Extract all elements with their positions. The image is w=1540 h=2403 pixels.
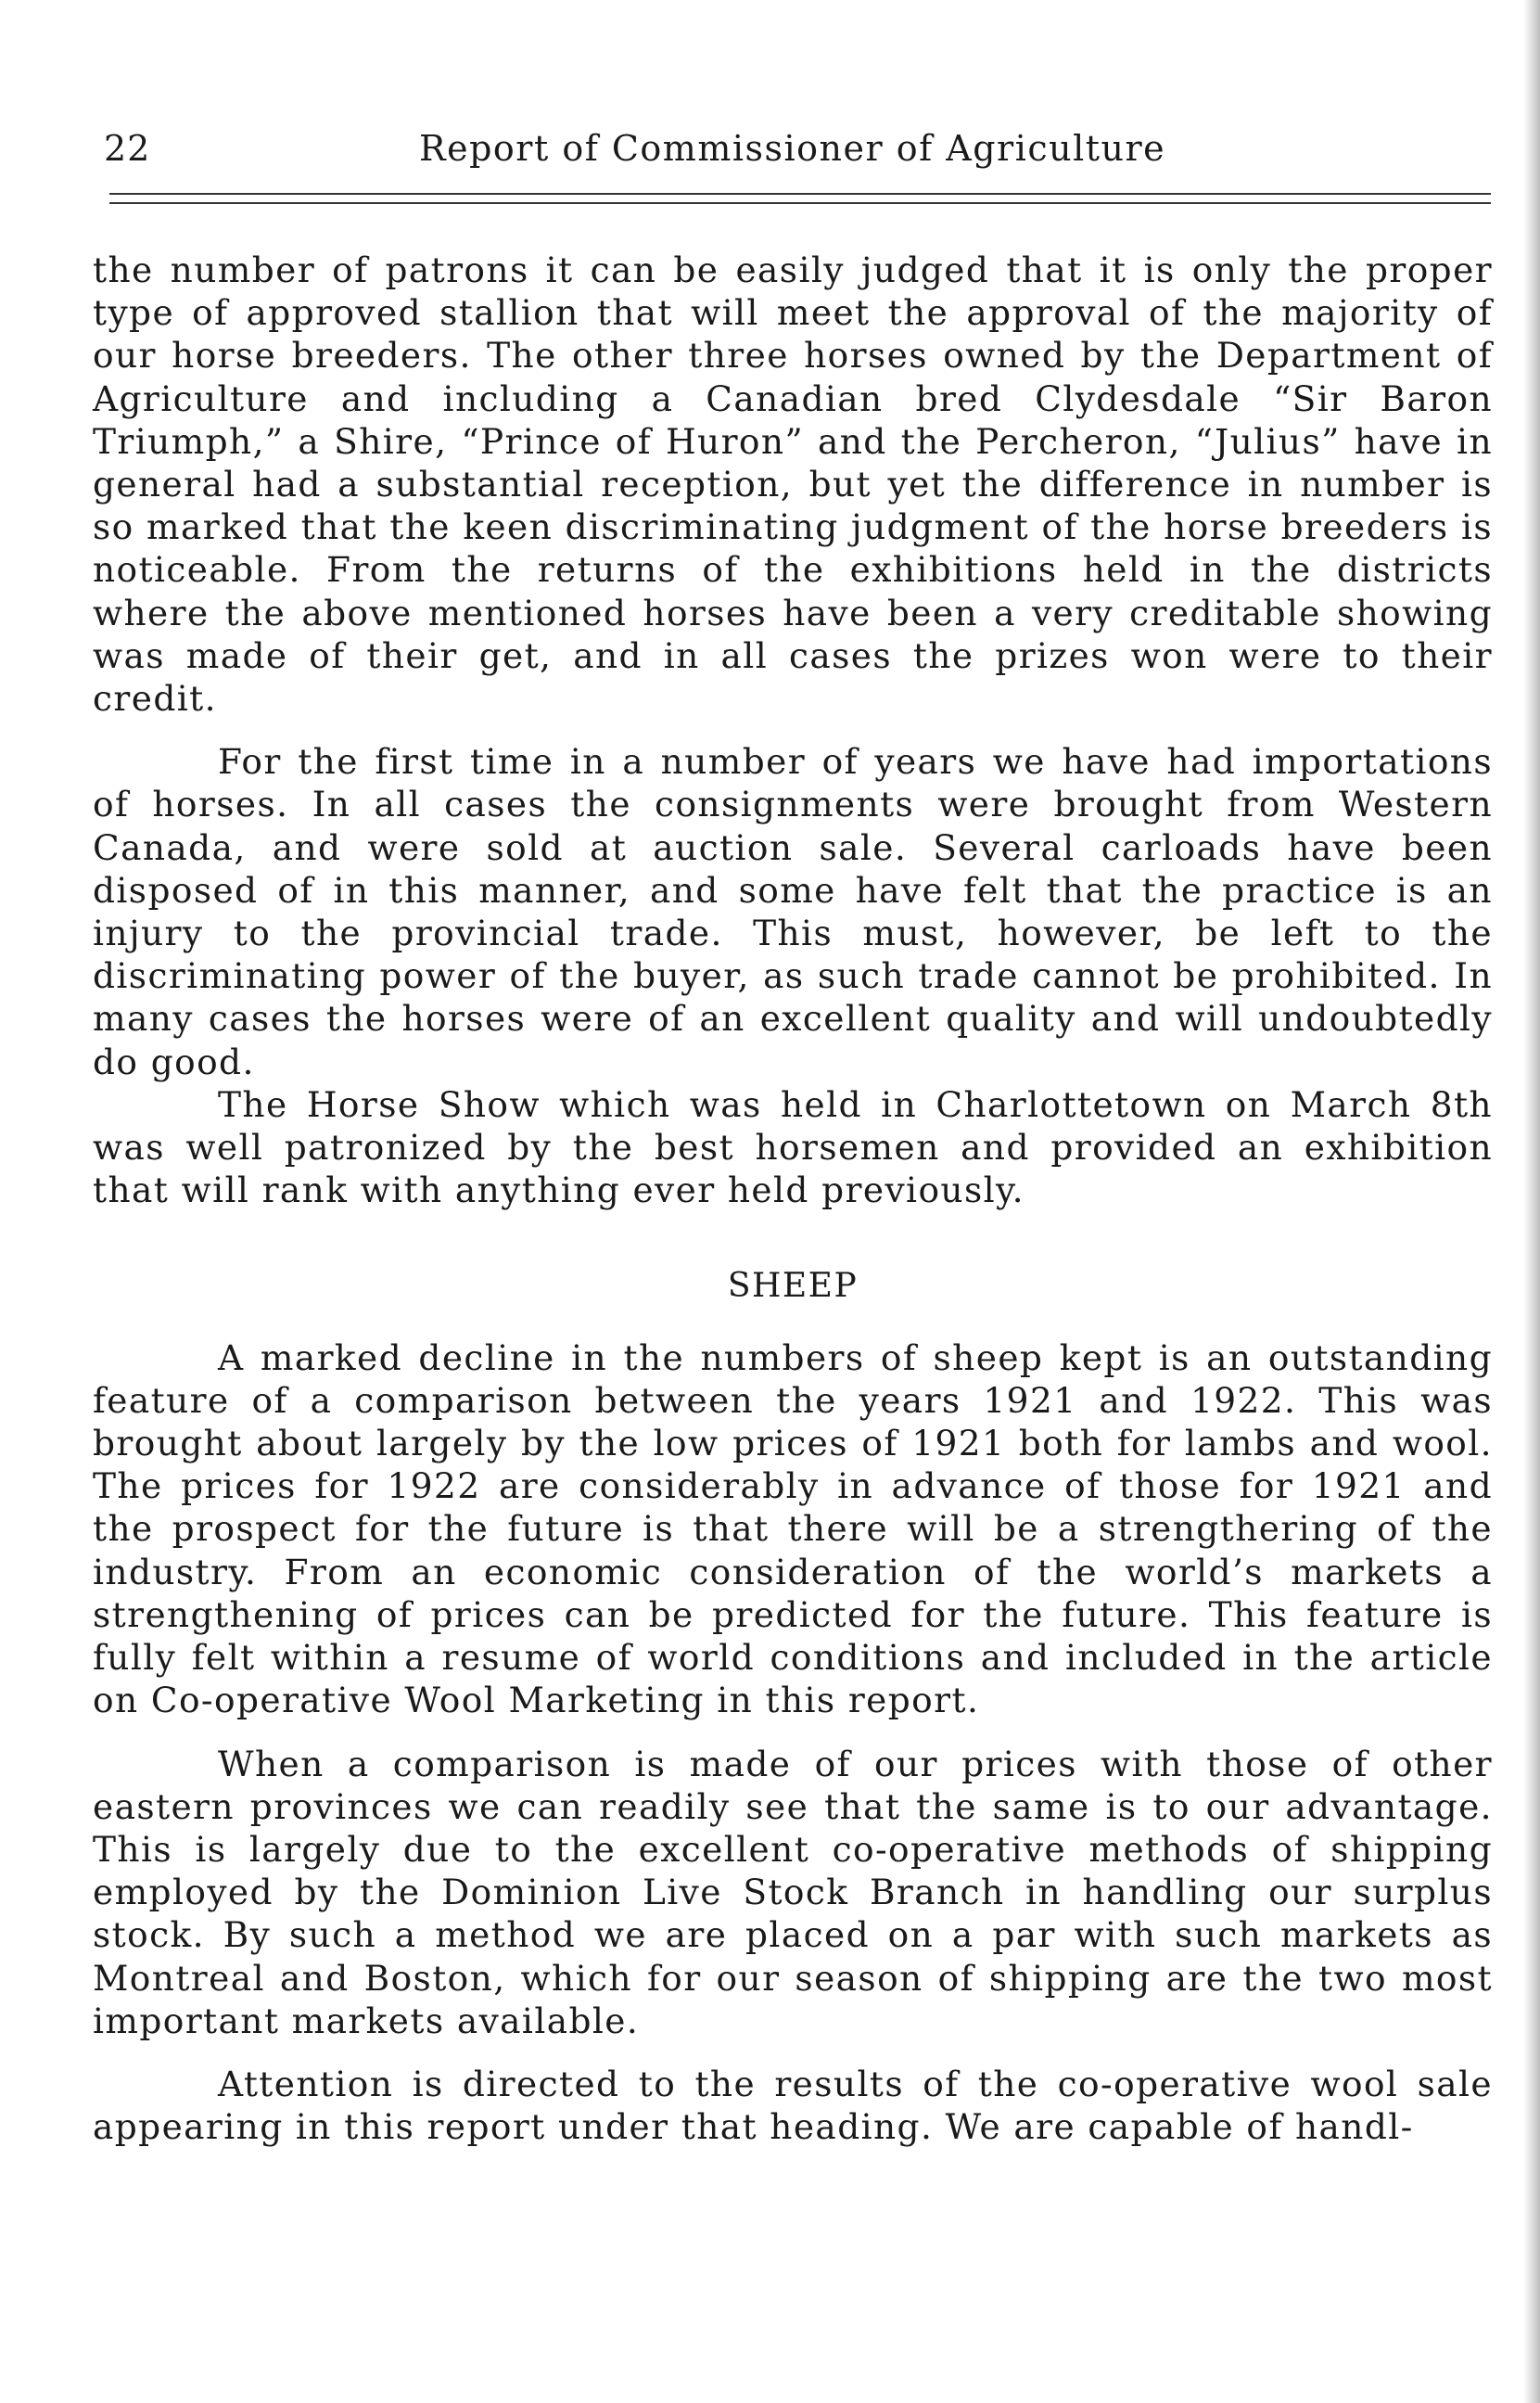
page-edge-shadow bbox=[1523, 0, 1540, 2403]
paragraph-sheep-prices: When a comparison is made of our prices with those of other eastern provinces we can readily see that the same is to our advantage. This is largely due to the excellent co-operative methods of shipping employed by the Dominion Live Stock Branch in handling our surplus stock. By such a method we are placed on a par with such markets as Montreal and Boston, which for our season of shipping are the two most important markets available. bbox=[93, 1743, 1493, 2041]
header-rule-bottom bbox=[109, 202, 1491, 204]
body-text bbox=[93, 249, 1493, 2148]
header-rule-top bbox=[109, 193, 1491, 195]
paragraph-wool-sale: Attention is directed to the results of the co-operative wool sale appearing in this report under that heading. We are capable of handl- bbox=[93, 2063, 1493, 2148]
paragraph-continued: the number of patrons it can be easily judged that it is only the proper type of approved stallion that will meet the approval of the majority of our horse breeders. The other three horses owned by the Department of Agriculture and including a Canadian bred Clydesdale “Sir Baron Triumph,” a Shire, “Prince of Huron” and the Percheron, “Julius” have in general had a substantial reception, but yet the difference in number is so marked that the keen discriminating judgment of the horse breeders is noticeable. From the returns of the exhibitions held in the districts where the above mentioned horses have been a very creditable showing was made of their get, and in all cases the prizes won were to their credit. bbox=[93, 249, 1493, 720]
section-heading-sheep: SHEEP bbox=[727, 1267, 859, 1306]
page-header bbox=[104, 128, 1495, 184]
page-number: 22 bbox=[104, 128, 151, 169]
paragraph-horse-show: The Horse Show which was held in Charlottetown on March 8th was well patronized by the best horsemen and provided an exhibition that will rank with anything ever held previously. bbox=[93, 1083, 1493, 1211]
running-title: Report of Commissioner of Agriculture bbox=[419, 128, 1166, 169]
paragraph-sheep-decline: A marked decline in the numbers of sheep kept is an outstanding feature of a comparison between the years 1921 and 1922. This was brought about largely by the low prices of 1921 both for lambs and wool. The prices for 1922 are considerably in advance of those for 1921 and the prospect for the future is that there will be a strengthering of the industry. From an economic consideration of the world’s markets a strengthening of prices can be predicted for the future. This feature is fully felt within a resume of world conditions and included in the article on Co-operative Wool Marketing in this report. bbox=[93, 1336, 1493, 1721]
paragraph-importations: For the first time in a number of years we have had importations of horses. In all cases the consignments were brought from Western Canada, and were sold at auction sale. Several carloads have been disposed of in this manner, and some have felt that the practice is an injury to the provincial trade. This must, however, be left to the discriminating power of the buyer, as such trade cannot be prohibited. In many cases the horses were of an excellent quality and will undoubtedly do good. bbox=[93, 741, 1493, 1082]
